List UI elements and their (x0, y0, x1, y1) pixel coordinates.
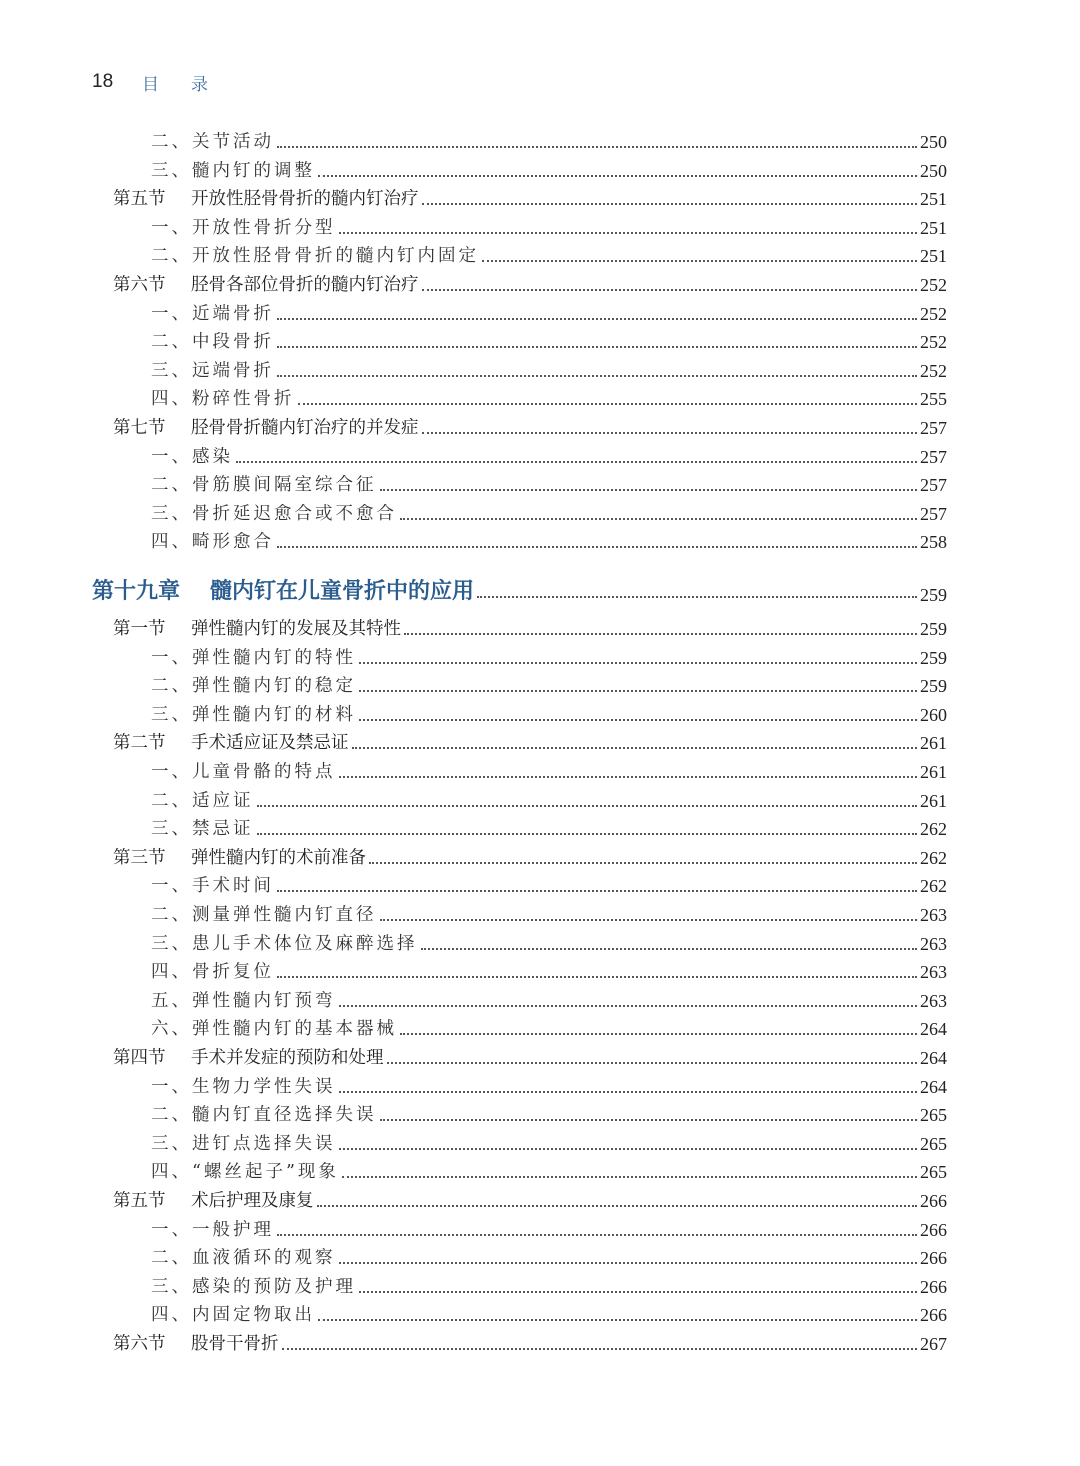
toc-item (0, 498, 952, 526)
entry-page-number: 265 (920, 1133, 947, 1154)
dot-leader (380, 919, 918, 921)
entry-page-number: 264 (920, 1048, 947, 1068)
dot-leader (422, 289, 918, 291)
entry-page-number: 267 (920, 1334, 947, 1354)
entry-label: 三、弹性髓内钉的材料 (151, 704, 356, 725)
entry-title (113, 846, 366, 870)
dot-leader (339, 232, 918, 234)
entry-label: 三、禁忌证 (151, 819, 254, 840)
toc-item (0, 469, 952, 497)
entry-label: 术后护理及康复 (191, 1191, 314, 1211)
entry-label: 胫骨各部位骨折的髓内钉治疗 (191, 275, 419, 295)
entry-number: 第五节 (113, 189, 166, 210)
entry-title (151, 932, 418, 956)
entry-title (151, 989, 336, 1013)
toc-item (0, 1299, 952, 1327)
entry-number: 第七节 (113, 418, 166, 438)
entry-title (151, 1160, 339, 1184)
entry-title (151, 445, 233, 469)
dot-leader (339, 1262, 918, 1264)
toc-item (0, 1128, 952, 1156)
dot-leader (318, 175, 917, 177)
entry-page-number: 266 (920, 1219, 947, 1240)
entry-label: 二、中段骨折 (151, 332, 274, 353)
entry-label: 三、进钉点选择失误 (151, 1133, 336, 1154)
entry-title (113, 273, 419, 297)
dot-leader (369, 862, 917, 864)
entry-label: 胫骨骨折髓内钉治疗的并发症 (191, 418, 419, 438)
dot-leader (387, 1062, 918, 1064)
entry-title (151, 817, 254, 841)
entry-page-number: 259 (920, 585, 947, 605)
entry-label: 二、骨筋膜间隔室综合征 (151, 475, 377, 496)
entry-title (151, 530, 274, 554)
dot-leader (277, 546, 917, 548)
entry-label: 三、髓内钉的调整 (151, 160, 315, 181)
toc-item (0, 326, 952, 354)
toc-item (0, 785, 952, 813)
entry-label: 一、近端骨折 (151, 303, 274, 324)
entry-title (151, 216, 336, 240)
dot-leader (400, 1033, 917, 1035)
dot-leader (359, 690, 917, 692)
entry-page-number: 263 (920, 933, 947, 954)
entry-label: 二、关节活动 (151, 132, 274, 152)
dot-leader (257, 805, 918, 807)
dot-leader (482, 260, 917, 262)
entry-label: 四、内固定物取出 (151, 1305, 315, 1326)
dot-leader (380, 1119, 918, 1121)
dot-leader (359, 719, 917, 721)
entry-label: 五、弹性髓内钉预弯 (151, 990, 336, 1011)
dot-leader (277, 890, 917, 892)
dot-leader (359, 662, 917, 664)
entry-title (151, 1132, 336, 1156)
dot-leader (236, 461, 917, 463)
toc-item (0, 1271, 952, 1299)
entry-label: 开放性胫骨骨折的髓内钉治疗 (191, 189, 419, 210)
entry-page-number: 262 (920, 847, 947, 868)
toc-item (0, 526, 952, 554)
dot-leader (400, 518, 917, 520)
entry-title (151, 1103, 377, 1127)
entry-title (151, 330, 274, 354)
entry-page-number: 266 (920, 1248, 947, 1269)
toc-item (0, 642, 952, 670)
entry-label: 三、患儿手术体位及麻醉选择 (151, 933, 418, 954)
dot-leader (342, 1176, 917, 1178)
entry-page-number: 263 (920, 905, 947, 925)
entry-label: 四、“螺丝起子”现象 (151, 1162, 339, 1183)
entry-page-number: 250 (920, 160, 947, 181)
entry-label: 一、感染 (151, 446, 233, 467)
dot-leader (277, 146, 917, 148)
entry-title (151, 646, 356, 670)
entry-label: 四、粉碎性骨折 (151, 389, 295, 410)
toc-item (0, 355, 952, 383)
entry-number: 第十九章 (92, 578, 181, 604)
entry-title (151, 960, 274, 984)
toc-item (0, 1013, 952, 1041)
entry-title (151, 302, 274, 326)
toc-item (0, 126, 952, 154)
entry-label: 手术适应证及禁忌证 (191, 733, 349, 754)
dot-leader (318, 1319, 917, 1321)
entry-title (151, 159, 315, 183)
dot-leader (422, 203, 918, 205)
entry-title (151, 1017, 397, 1041)
dot-leader (359, 1291, 917, 1293)
entry-page-number: 261 (920, 733, 947, 754)
entry-title (151, 1303, 315, 1327)
toc-item (0, 699, 952, 727)
entry-page-number: 257 (920, 503, 947, 524)
toc-item (0, 956, 952, 984)
entry-title (151, 1246, 336, 1270)
entry-page-number: 258 (920, 532, 947, 553)
toc-item (0, 155, 952, 183)
entry-title (151, 473, 377, 497)
dot-leader (477, 596, 917, 598)
entry-title (151, 760, 336, 784)
entry-page-number: 260 (920, 704, 947, 725)
entry-title (151, 359, 274, 383)
entry-number: 第二节 (113, 733, 166, 754)
entry-page-number: 262 (920, 819, 947, 840)
toc-section (0, 727, 952, 755)
entry-label: 二、血液循环的观察 (151, 1248, 336, 1269)
entry-page-number: 257 (920, 475, 947, 496)
toc-item (0, 441, 952, 469)
page-number: 18 (92, 71, 114, 92)
toc-item (0, 383, 952, 411)
entry-label: 一、生物力学性失误 (151, 1076, 336, 1097)
dot-leader (421, 948, 918, 950)
entry-title (151, 903, 377, 927)
entry-label: 一、弹性髓内钉的特性 (151, 647, 356, 668)
entry-page-number: 263 (920, 962, 947, 983)
toc-section (0, 183, 952, 211)
dot-leader (339, 1148, 918, 1150)
entry-label: 二、测量弹性髓内钉直径 (151, 905, 377, 925)
toc-section (0, 842, 952, 870)
entry-number: 第四节 (113, 1048, 166, 1068)
toc-section (0, 1328, 952, 1356)
entry-title (151, 703, 356, 727)
entry-page-number: 265 (920, 1162, 947, 1183)
dot-leader (282, 1348, 918, 1350)
toc-item (0, 870, 952, 898)
toc-section (0, 613, 952, 641)
entry-label: 二、适应证 (151, 790, 254, 811)
toc-item (0, 985, 952, 1013)
toc-item (0, 240, 952, 268)
entry-label: 二、髓内钉直径选择失误 (151, 1105, 377, 1126)
entry-page-number: 262 (920, 876, 947, 897)
entry-label: 一、手术时间 (151, 876, 274, 897)
entry-page-number: 265 (920, 1105, 947, 1126)
toc-section (0, 1185, 952, 1213)
entry-title (151, 387, 295, 411)
entry-page-number: 250 (920, 132, 947, 152)
toc-item (0, 670, 952, 698)
entry-title (92, 575, 474, 607)
entry-page-number: 266 (920, 1276, 947, 1297)
entry-page-number: 252 (920, 360, 947, 381)
dot-leader (339, 1005, 918, 1007)
entry-page-number: 251 (920, 189, 947, 210)
entry-number: 第六节 (113, 1334, 166, 1354)
entry-label: 四、畸形愈合 (151, 532, 274, 553)
entry-number: 第六节 (113, 275, 166, 295)
header-title: 目录 (142, 74, 240, 95)
toc-item (0, 212, 952, 240)
entry-label: 三、远端骨折 (151, 360, 274, 381)
toc-item (0, 1156, 952, 1184)
entry-title (113, 617, 401, 641)
entry-page-number: 259 (920, 647, 947, 668)
entry-title (113, 416, 419, 440)
toc-item (0, 298, 952, 326)
entry-page-number: 261 (920, 762, 947, 782)
toc-item (0, 1214, 952, 1242)
entry-page-number: 251 (920, 217, 947, 238)
entry-label: 髓内钉在儿童骨折中的应用 (210, 578, 475, 604)
entry-page-number: 264 (920, 1019, 947, 1040)
dot-leader (404, 633, 917, 635)
entry-label: 一、儿童骨骼的特点 (151, 762, 336, 782)
dot-leader (277, 375, 917, 377)
dot-leader (277, 318, 917, 320)
entry-title (151, 130, 274, 154)
entry-label: 三、感染的预防及护理 (151, 1276, 356, 1297)
dot-leader (422, 432, 918, 434)
entry-page-number: 266 (920, 1305, 947, 1326)
dot-leader (380, 489, 918, 491)
entry-page-number: 261 (920, 790, 947, 811)
entry-label: 二、弹性髓内钉的稳定 (151, 676, 356, 697)
entry-label: 弹性髓内钉的术前准备 (191, 847, 366, 868)
dot-leader (277, 1234, 917, 1236)
dot-leader (298, 403, 918, 405)
entry-title (113, 187, 419, 211)
entry-page-number: 264 (920, 1076, 947, 1097)
entry-page-number: 252 (920, 303, 947, 324)
entry-label: 手术并发症的预防和处理 (191, 1048, 384, 1068)
dot-leader (339, 776, 918, 778)
entry-label: 一、一般护理 (151, 1219, 274, 1240)
toc-section (0, 1042, 952, 1070)
entry-label: 六、弹性髓内钉的基本器械 (151, 1019, 397, 1040)
dot-leader (257, 833, 918, 835)
toc-item (0, 928, 952, 956)
entry-label: 股骨干骨折 (191, 1334, 279, 1354)
entry-title (151, 1218, 274, 1242)
entry-title (151, 1275, 356, 1299)
entry-number: 第五节 (113, 1191, 166, 1211)
entry-label: 弹性髓内钉的发展及其特性 (191, 619, 401, 639)
entry-title (151, 874, 274, 898)
entry-label: 二、开放性胫骨骨折的髓内钉内固定 (151, 246, 479, 267)
entry-page-number: 259 (920, 676, 947, 697)
entry-title (151, 789, 254, 813)
entry-title (151, 1075, 336, 1099)
entry-page-number: 259 (920, 619, 947, 639)
entry-title (113, 1332, 279, 1356)
entry-title (113, 1046, 384, 1070)
toc-item (0, 899, 952, 927)
toc-item (0, 1071, 952, 1099)
dot-leader (339, 1091, 918, 1093)
entry-label: 三、骨折延迟愈合或不愈合 (151, 503, 397, 524)
entry-title (151, 674, 356, 698)
entry-page-number: 266 (920, 1191, 947, 1211)
entry-title (113, 731, 349, 755)
dot-leader (352, 747, 918, 749)
dot-leader (277, 976, 917, 978)
entry-title (113, 1189, 314, 1213)
entry-page-number: 255 (920, 389, 947, 410)
entry-page-number: 257 (920, 446, 947, 467)
toc-section (0, 269, 952, 297)
entry-page-number: 251 (920, 246, 947, 267)
entry-number: 第三节 (113, 847, 166, 868)
dot-leader (277, 346, 917, 348)
toc-item (0, 813, 952, 841)
entry-page-number: 263 (920, 990, 947, 1011)
entry-label: 四、骨折复位 (151, 962, 274, 983)
toc-item (0, 756, 952, 784)
page-header (92, 68, 240, 96)
entry-title (151, 502, 397, 526)
entry-page-number: 252 (920, 332, 947, 353)
toc-section (0, 412, 952, 440)
toc-item (0, 1099, 952, 1127)
entry-title (151, 244, 479, 268)
dot-leader (317, 1205, 918, 1207)
entry-page-number: 252 (920, 275, 947, 295)
entry-label: 一、开放性骨折分型 (151, 217, 336, 238)
toc-chapter (0, 571, 952, 607)
entry-number: 第一节 (113, 619, 166, 639)
entry-page-number: 257 (920, 418, 947, 438)
toc-item (0, 1242, 952, 1270)
